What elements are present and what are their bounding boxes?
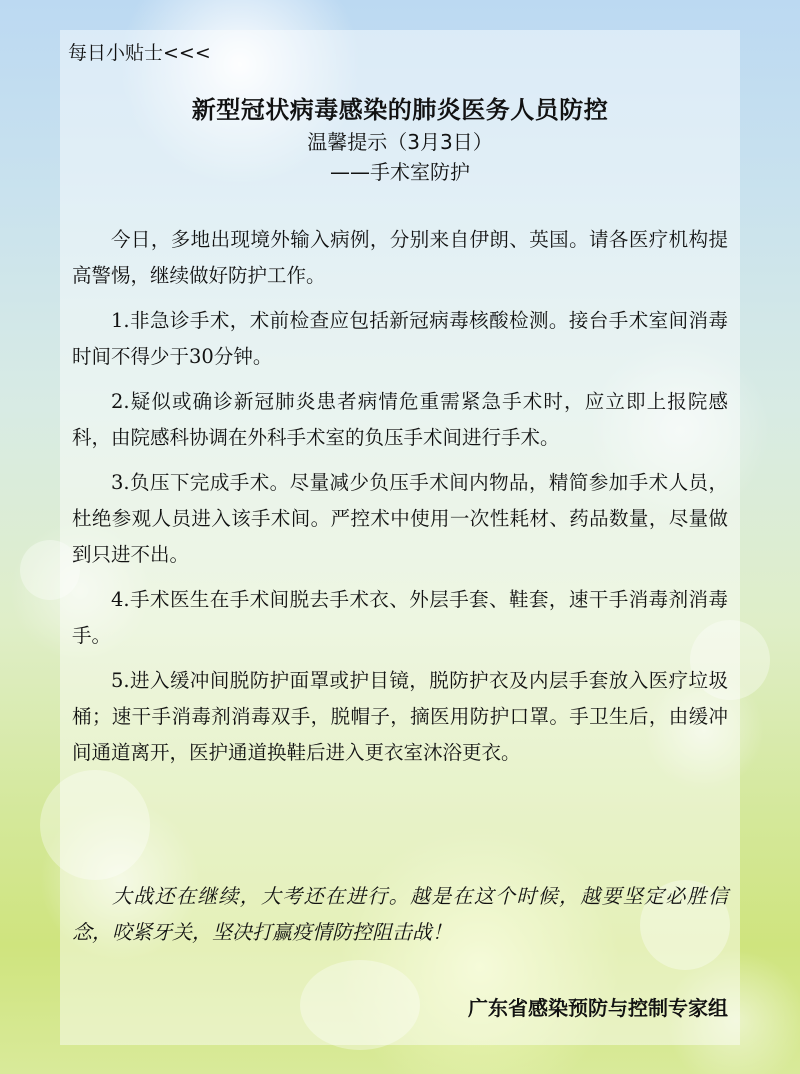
closing-paragraph: 大战还在继续，大考还在进行。越是在这个时候，越要坚定必胜信念，咬紧牙关，坚决打赢疫情防控阻击战！	[72, 884, 728, 944]
page-title: 新型冠状病毒感染的肺炎医务人员防控	[191, 96, 609, 124]
closing-message	[72, 878, 728, 950]
list-item: 4.手术医生在手术间脱去手术衣、外层手套、鞋套，速干手消毒剂消毒手。	[72, 588, 728, 647]
intro-paragraph: 今日，多地出现境外输入病例，分别来自伊朗、英国。请各医疗机构提高警惕，继续做好防护工作。	[72, 228, 728, 287]
list-item: 2.疑似或确诊新冠肺炎患者病情危重需紧急手术时，应立即上报院感科，由院感科协调在外科手术室的负压手术间进行手术。	[72, 390, 728, 449]
notice-body	[72, 222, 728, 780]
daily-tip-label: 每日小贴士<<<	[68, 42, 211, 64]
page-subtitle: 温馨提示（3月3日）	[307, 130, 493, 154]
section-subtitle: ——手术室防护	[330, 160, 470, 184]
list-item: 1.非急诊手术，术前检查应包括新冠病毒核酸检测。接台手术室间消毒时间不得少于30分钟。	[72, 309, 728, 368]
signature: 广东省感染预防与控制专家组	[468, 996, 728, 1020]
list-item: 5.进入缓冲间脱防护面罩或护目镜，脱防护衣及内层手套放入医疗垃圾桶；速干手消毒剂消毒双手，脱帽子，摘医用防护口罩。手卫生后，由缓冲间通道离开，医护通道换鞋后进入更衣室沐浴更衣。	[72, 669, 728, 764]
list-item: 3.负压下完成手术。尽量减少负压手术间内物品，精简参加手术人员，杜绝参观人员进入该手术间。严控术中使用一次性耗材、药品数量，尽量做到只进不出。	[72, 471, 728, 566]
